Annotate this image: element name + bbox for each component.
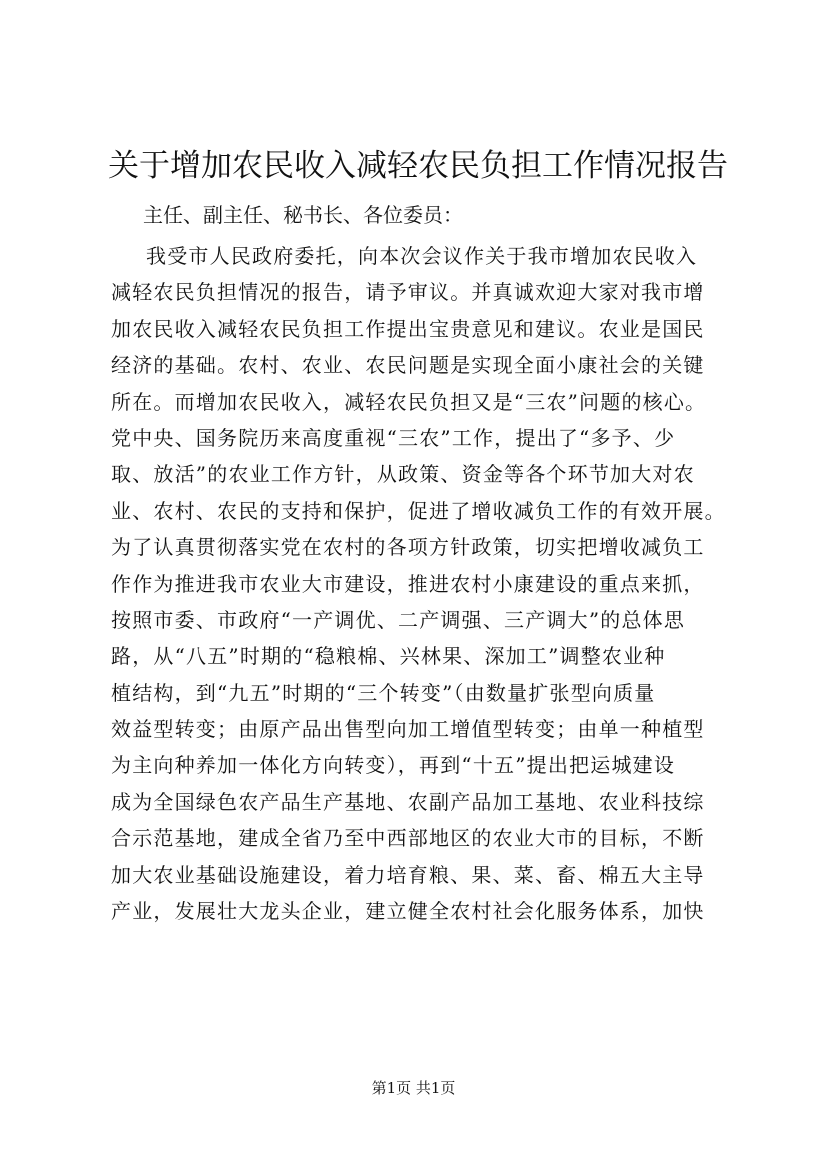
body-line: 产业，发展壮大龙头企业，建立健全农村社会化服务体系，加快 bbox=[111, 899, 705, 924]
document-title: 关于增加农民收入减轻农民负担工作情况报告 bbox=[108, 148, 728, 184]
body-line: 经济的基础。农村、农业、农民问题是实现全面小康社会的关键 bbox=[111, 353, 705, 378]
body-line: 成为全国绿色农产品生产基地、农副产品加工基地、农业科技综 bbox=[111, 789, 705, 814]
body-line: 合示范基地，建成全省乃至中西部地区的农业大市的目标，不断 bbox=[111, 826, 705, 851]
body-line: 我受市人民政府委托，向本次会议作关于我市增加农民收入 bbox=[146, 244, 698, 268]
page-number-footer: 第1页 共1页 bbox=[371, 1079, 456, 1097]
body-line: 所在。而增加农民收入，减轻农民负担又是“三农”问题的核心。 bbox=[111, 389, 707, 414]
body-line: 按照市委、市政府“一产调优、二产调强、三产调大”的总体思 bbox=[111, 607, 686, 632]
body-line: 加农民收入减轻农民负担工作提出宝贵意见和建议。农业是国民 bbox=[111, 316, 705, 341]
body-line: 路，从“八五”时期的“稳粮棉、兴林果、深加工”调整农业种 bbox=[111, 644, 666, 669]
body-line: 取、放活”的农业工作方针，从政策、资金等各个环节加大对农 bbox=[111, 462, 695, 487]
body-line: 加大农业基础设施建设，着力培育粮、果、菜、畜、棉五大主导 bbox=[111, 862, 705, 887]
body-line: 为主向种养加一体化方向转变），再到“十五”提出把运城建设 bbox=[111, 753, 676, 778]
body-text bbox=[111, 238, 726, 929]
body-line: 业、农村、农民的支持和保护，促进了增收减负工作的有效开展。 bbox=[111, 498, 726, 523]
salutation: 主任、副主任、秘书长、各位委员： bbox=[143, 203, 463, 227]
body-line: 植结构，到“九五”时期的“三个转变”（由数量扩张型向质量 bbox=[111, 680, 656, 705]
body-line: 作作为推进我市农业大市建设，推进农村小康建设的重点来抓， bbox=[111, 571, 705, 596]
body-line: 为了认真贯彻落实党在农村的各项方针政策，切实把增收减负工 bbox=[111, 535, 705, 560]
body-line: 党中央、国务院历来高度重视“三农”工作，提出了“多予、少 bbox=[111, 425, 676, 450]
body-line: 减轻农民负担情况的报告，请予审议。并真诚欢迎大家对我市增 bbox=[111, 280, 705, 305]
body-line: 效益型转变；由原产品出售型向加工增值型转变；由单一种植型 bbox=[111, 717, 705, 742]
